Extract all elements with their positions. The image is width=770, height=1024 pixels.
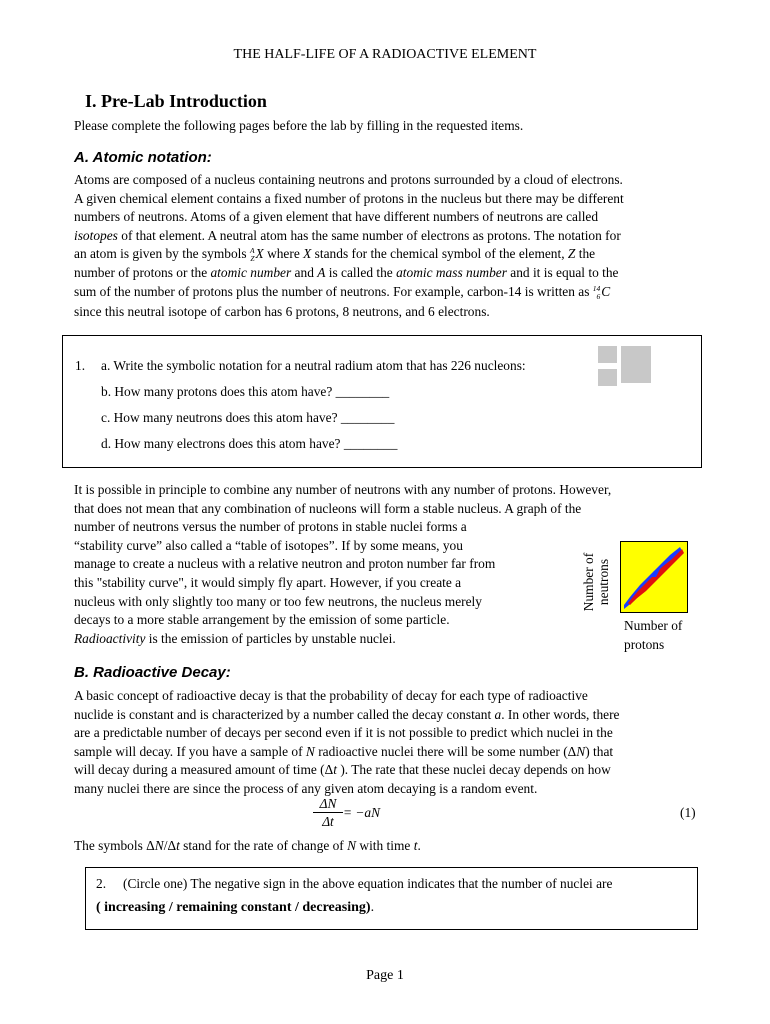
mass-number-label: A	[249, 246, 255, 256]
para-line: are a predictable number of decays per second even if it is not possible to predict which nuclei in the	[74, 725, 613, 741]
question-number: 2.	[96, 876, 107, 891]
section-heading: I. Pre-Lab Introduction	[85, 91, 267, 111]
y-label-line: neutrons	[596, 558, 611, 606]
para-line	[74, 264, 704, 283]
question-1b: b. How many protons does this atom have? ________	[101, 384, 390, 399]
nuclide-symbol-generic	[250, 245, 264, 264]
text-span: is the emission of particles by unstable nuclei.	[145, 630, 396, 646]
para-line: A basic concept of radioactive decay is that the probability of decay for each type of radioactive	[74, 688, 588, 703]
answer-placeholder-graphic	[598, 346, 617, 363]
text-span: N	[154, 838, 164, 853]
text-span: N	[305, 743, 315, 759]
equation-denominator: Δt	[313, 812, 343, 830]
text-span: where	[263, 246, 304, 262]
para-line: manage to create a nucleus with a relative neutron and proton number far from	[74, 556, 496, 572]
atomic-number-label: Z	[250, 254, 255, 264]
para-line: number of neutrons versus the number of protons in stable nuclei forms a	[74, 519, 467, 535]
circle-options[interactable]: ( increasing / remaining constant / decreasing)	[96, 900, 371, 915]
text-span: the	[575, 246, 596, 262]
text-span: an atom is given by the symbols	[74, 246, 250, 262]
text-span: will decay during a measured amount of time (Δ	[74, 762, 334, 778]
para-line: many nuclei there are since the process of any given atom decaying is a random event.	[74, 780, 538, 796]
para-line: nucleus with only slightly too many or too few neutrons, the nucleus merely	[74, 593, 482, 609]
para-line: Atoms are composed of a nucleus containing neutrons and protons surrounded by a cloud of electrons.	[74, 172, 623, 187]
text-span: t	[333, 762, 337, 778]
atomic-number-label: 6	[596, 291, 601, 301]
text-span: A	[317, 265, 326, 281]
radioactive-decay-paragraph	[74, 687, 704, 799]
text-span: a	[494, 706, 502, 722]
document-title: THE HALF-LIFE OF A RADIOACTIVE ELEMENT	[233, 47, 537, 62]
text-span: with time	[356, 838, 414, 853]
page-number: Page 1	[366, 968, 404, 983]
text-span: and it is equal to the	[506, 265, 619, 281]
subsection-a-heading: A. Atomic notation:	[74, 149, 212, 166]
para-line	[74, 245, 704, 264]
graph-x-axis-label	[624, 616, 682, 654]
equation-fraction	[313, 796, 343, 830]
para-line: since this neutral isotope of carbon has 6 protons, 8 neutrons, and 6 electrons.	[74, 303, 490, 319]
term-isotopes: isotopes	[74, 227, 118, 243]
x-label-line: Number of	[624, 618, 683, 633]
text-span: N	[576, 743, 586, 759]
text-span: t	[176, 838, 180, 853]
equation-number: (1)	[680, 805, 696, 820]
equation-numerator: ΔN	[319, 796, 337, 811]
para-line: A given chemical element contains a fixed number of protons in the nucleus but there may be different	[74, 190, 624, 206]
answer-placeholder-graphic	[598, 369, 617, 386]
subsection-b-heading: B. Radioactive Decay:	[74, 664, 231, 681]
text-span: Z	[567, 246, 576, 262]
text-span: .	[370, 900, 375, 915]
answer-placeholder-graphic	[621, 346, 651, 383]
para-line: It is possible in principle to combine any number of neutrons with any number of protons. However,	[74, 482, 612, 497]
text-span: of that element. A neutral atom has the same number of electrons as protons. The notation for	[117, 227, 621, 243]
para-line: that does not mean that any combination of nucleons will form a stable nucleus. A graph of the	[74, 500, 582, 516]
text-span: sample will decay. If you have a sample of	[74, 743, 306, 759]
text-span: is called the	[325, 265, 397, 281]
question-2-answer-line	[96, 900, 374, 916]
text-span: ) that	[585, 743, 614, 759]
question-2-box	[85, 867, 698, 930]
text-span: .	[417, 838, 421, 853]
question-number: 1.	[75, 358, 86, 373]
term-atomic-number: atomic number	[210, 265, 292, 281]
question-1c: c. How many neutrons does this atom have? ________	[101, 410, 395, 425]
term-radioactivity: Radioactivity	[74, 630, 146, 646]
text-span: N	[347, 838, 357, 853]
para-line	[74, 743, 704, 762]
text-span: The symbols Δ	[74, 838, 155, 853]
mass-number-label: 14	[592, 283, 601, 293]
para-line	[74, 761, 704, 780]
rate-symbols-sentence	[74, 837, 421, 856]
nuclide-symbol-carbon14	[593, 283, 610, 302]
para-line: this "stability curve", it would simply fly apart. However, if you create a	[74, 574, 462, 590]
text-span: stand for the rate of change of	[179, 838, 348, 853]
para-line	[74, 706, 704, 725]
element-symbol: X	[255, 246, 264, 262]
atomic-notation-paragraph	[74, 171, 704, 322]
text-span: stands for the chemical symbol of the element,	[311, 246, 568, 262]
x-label-line: protons	[624, 637, 665, 652]
question-1-box	[62, 335, 702, 468]
text-span: . In other words, there	[501, 706, 620, 722]
para-line: numbers of neutrons. Atoms of a given element that have different numbers of neutrons are called	[74, 209, 599, 225]
term-atomic-mass-number: atomic mass number	[396, 265, 507, 281]
intro-text: Please complete the following pages before the lab by filling in the requested items.	[74, 118, 524, 133]
text-span: X	[303, 246, 312, 262]
text-span: nuclide is constant and is characterized by a number called the decay constant	[74, 706, 495, 722]
para-line	[74, 283, 704, 303]
para-line: “stability curve” also called a “table of isotopes”. If by some means, you	[74, 537, 463, 553]
para-line: decays to a more stable arrangement by the emission of some particle.	[74, 612, 450, 628]
para-line	[74, 227, 704, 246]
equation-rhs: = −aN	[343, 805, 381, 820]
question-1d: d. How many electrons does this atom have? ________	[101, 436, 398, 451]
text-span: t	[413, 838, 418, 853]
element-symbol: C	[601, 283, 611, 299]
text-span: /Δ	[163, 838, 177, 853]
y-label-text	[581, 544, 611, 620]
text-span: ). The rate that these nuclei decay depends on how	[336, 762, 611, 778]
stability-curve-graph	[620, 541, 688, 613]
question-2-text: (Circle one) The negative sign in the above equation indicates that the number of nuclei are	[123, 876, 613, 891]
text-span: sum of the number of protons plus the number of neutrons. For example, carbon-14 is written as	[74, 283, 593, 299]
text-span: number of protons or the	[74, 265, 211, 281]
graph-y-axis-label	[578, 537, 614, 613]
text-span: radioactive nuclei there will be some number (Δ	[314, 743, 577, 759]
y-label-line: Number of	[581, 552, 596, 612]
text-span: and	[291, 265, 318, 281]
question-1a: a. Write the symbolic notation for a neutral radium atom that has 226 nucleons:	[101, 358, 526, 373]
para-line	[74, 630, 704, 649]
